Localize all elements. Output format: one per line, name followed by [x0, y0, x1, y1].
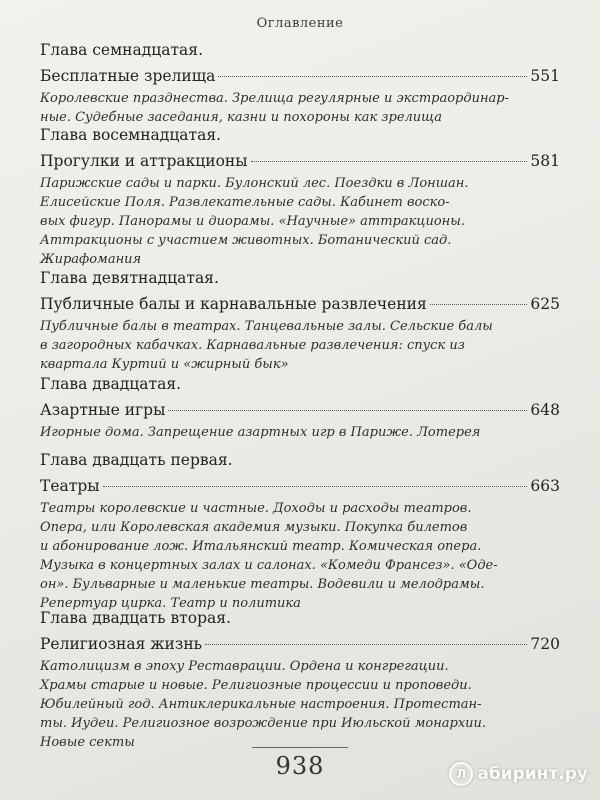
dot-leader — [168, 410, 527, 411]
description-line: он». Бульварные и маленькие театры. Водевили и мелодрамы. — [40, 577, 485, 592]
description-line: и абонирование лож. Итальянский театр. Комическая опера. — [40, 539, 482, 554]
chapter-description — [40, 174, 560, 269]
description-line: Юбилейный год. Антиклерикальные настроения. Протестан- — [40, 697, 482, 712]
watermark-text: абиринт.ру — [477, 764, 588, 784]
description-line: Жирафомания — [40, 252, 142, 267]
description-line: Новые секты — [40, 735, 135, 750]
chapter-page-number: 581 — [530, 152, 560, 170]
description-line: Опера, или Королевская академия музыки. Покупка билетов — [40, 520, 468, 535]
page-number-rule — [252, 747, 348, 748]
description-line: Аттракционы с участием животных. Ботанический сад. — [40, 233, 452, 248]
chapter-title-row — [40, 475, 560, 497]
chapter-label: Глава двадцать вторая. — [40, 609, 231, 627]
chapter-description — [40, 423, 560, 442]
chapter-label: Глава девятнадцатая. — [40, 269, 219, 287]
chapter-page-number: 625 — [530, 295, 560, 313]
description-line: квартала Куртий и «жирный бык» — [40, 357, 289, 372]
chapter-title-row — [40, 150, 560, 172]
chapter-20 — [40, 374, 560, 442]
description-line: Елисейские Поля. Развлекательные сады. Кабинет воско- — [40, 195, 450, 210]
chapter-title-row — [40, 399, 560, 421]
description-line: Музыка в концертных залах и салонах. «Комеди Франсез». «Оде- — [40, 558, 498, 573]
chapter-17 — [40, 40, 560, 127]
chapter-21 — [40, 450, 560, 613]
chapter-title: Театры — [40, 477, 100, 495]
chapter-title-row — [40, 65, 560, 87]
description-line: ные. Судебные заседания, казни и похороны как зрелища — [40, 110, 442, 125]
dot-leader — [218, 76, 527, 77]
chapter-description — [40, 89, 560, 127]
chapter-title-row — [40, 293, 560, 315]
running-header: Оглавление — [256, 16, 344, 31]
description-line: Католицизм в эпоху Реставрации. Ордена и конгрегации. — [40, 659, 449, 674]
chapter-page-number: 663 — [530, 477, 560, 495]
description-line: в загородных кабачках. Карнавальные развлечения: спуск из — [40, 338, 465, 353]
chapter-19 — [40, 268, 560, 374]
chapter-label: Глава двадцать первая. — [40, 451, 233, 469]
chapter-description — [40, 657, 560, 752]
chapter-18 — [40, 125, 560, 269]
description-line: Игорные дома. Запрещение азартных игр в Париже. Лотерея — [40, 425, 481, 440]
chapter-page-number: 720 — [530, 635, 560, 653]
description-line: Королевские празднества. Зрелища регулярные и экстраординар- — [40, 91, 510, 106]
dot-leader — [251, 161, 528, 162]
chapter-label: Глава двадцатая. — [40, 375, 182, 393]
chapter-title: Публичные балы и карнавальные развлечения — [40, 295, 427, 313]
chapter-22 — [40, 608, 560, 752]
chapter-page-number: 551 — [530, 67, 560, 85]
chapter-title: Азартные игры — [40, 401, 166, 419]
description-line: вых фигур. Панорамы и диорамы. «Научные» аттракционы. — [40, 214, 465, 229]
labirint-logo-icon: Л — [449, 762, 473, 786]
dot-leader — [103, 486, 528, 487]
chapter-label: Глава восемнадцатая. — [40, 126, 222, 144]
chapter-label: Глава семнадцатая. — [40, 41, 203, 59]
description-line: Храмы старые и новые. Религиозные процессии и проповеди. — [40, 678, 472, 693]
chapter-description — [40, 499, 560, 613]
description-line: Парижские сады и парки. Булонский лес. Поездки в Лоншан. — [40, 176, 469, 191]
chapter-description — [40, 317, 560, 374]
dot-leader — [205, 644, 527, 645]
chapter-title: Бесплатные зрелища — [40, 67, 216, 85]
description-line: ты. Иудеи. Религиозное возрождение при Июльской монархии. — [40, 716, 487, 731]
page-number: 938 — [275, 752, 325, 780]
labirint-watermark — [449, 762, 588, 786]
chapter-title-row — [40, 633, 560, 655]
chapter-title: Прогулки и аттракционы — [40, 152, 248, 170]
chapter-title: Религиозная жизнь — [40, 635, 203, 653]
description-line: Театры королевские и частные. Доходы и расходы театров. — [40, 501, 472, 516]
dot-leader — [430, 304, 528, 305]
chapter-page-number: 648 — [530, 401, 560, 419]
description-line: Репертуар цирка. Театр и политика — [40, 596, 301, 611]
description-line: Публичные балы в театрах. Танцевальные залы. Сельские балы — [40, 319, 493, 334]
